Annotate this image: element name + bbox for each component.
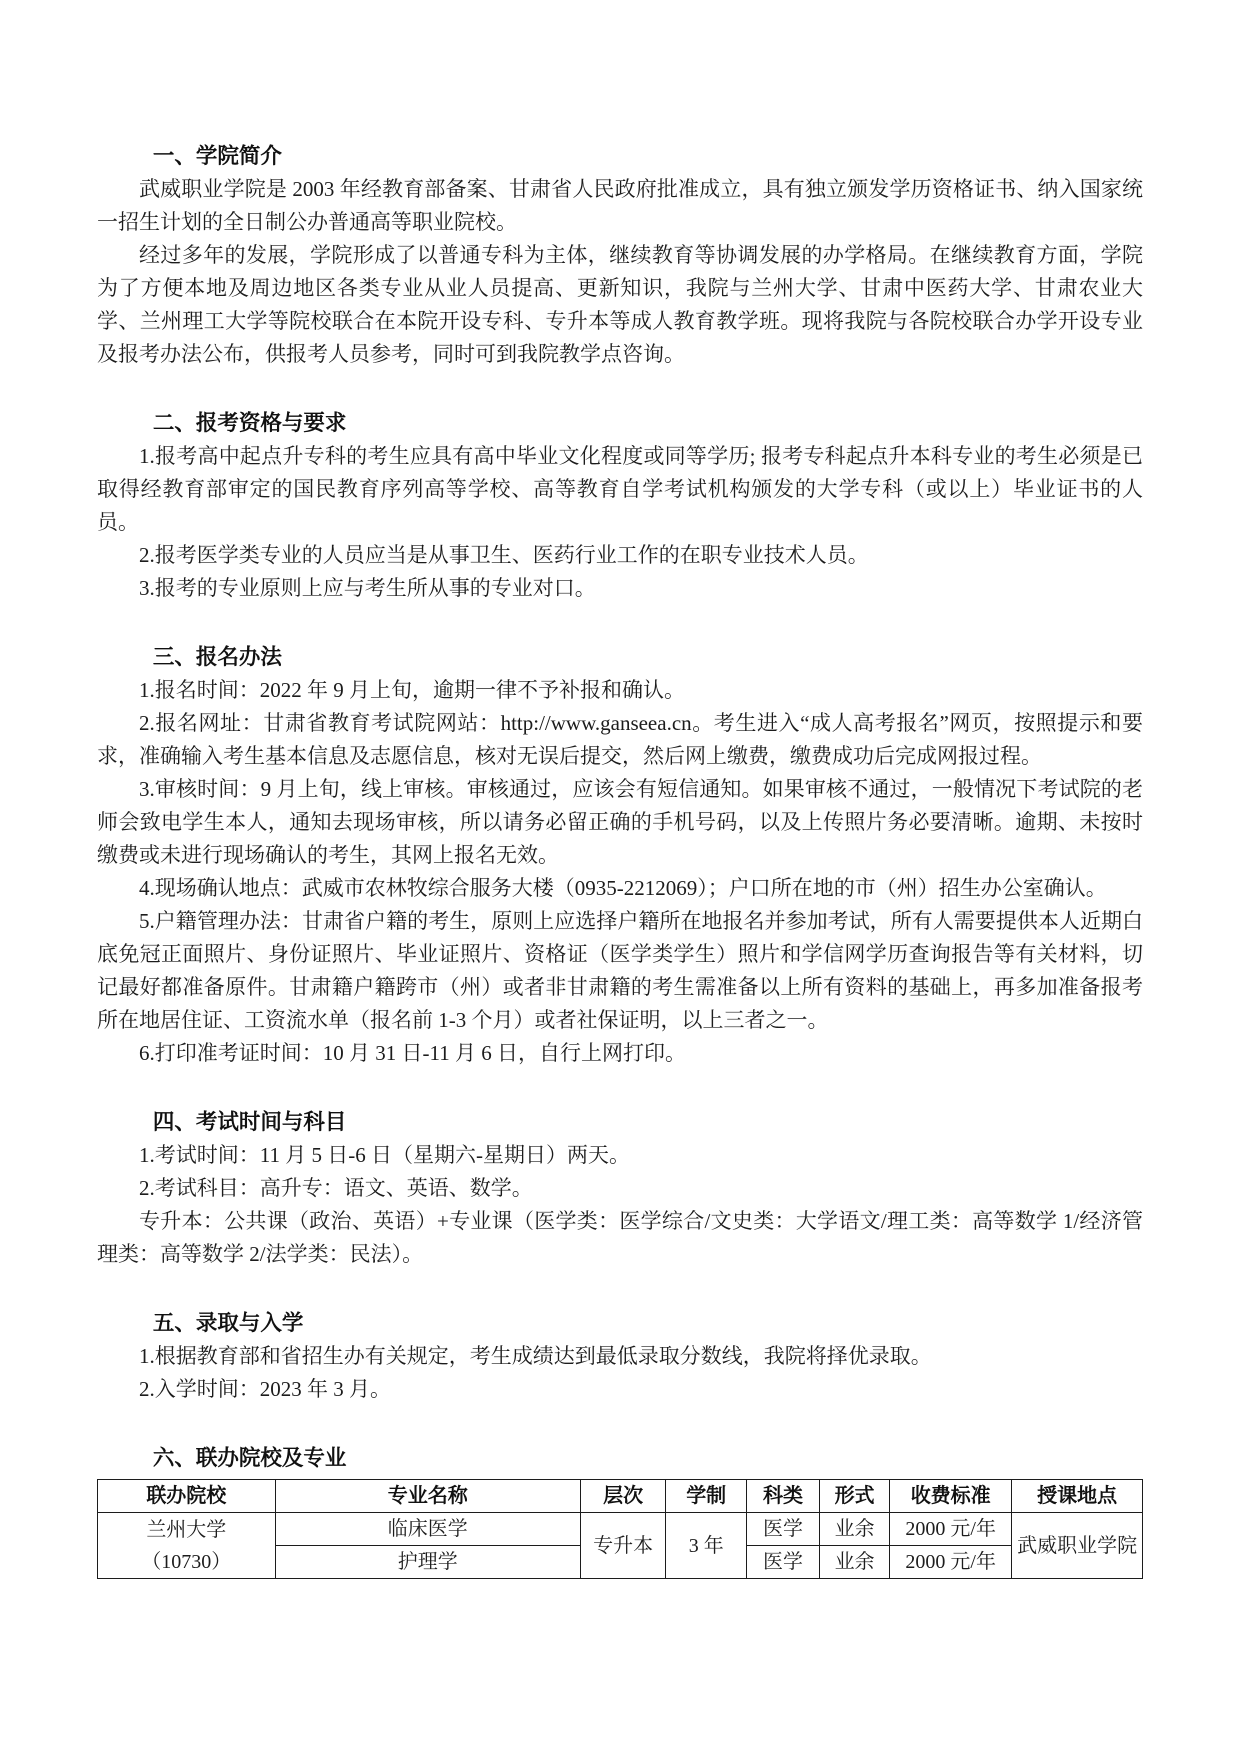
paragraph: 2.报名网址：甘肃省教育考试院网站：http://www.ganseea.cn。考生进入“成人高考报名”网页，按照提示和要求，准确输入考生基本信息及志愿信息，核对无误后提交，然后网上缴费，缴费成功后完成网报过程。 (97, 711, 1143, 768)
cell-form: 业余 (820, 1546, 890, 1579)
header-cell-level: 层次 (580, 1480, 666, 1513)
cell-duration: 3 年 (666, 1513, 746, 1579)
paragraph: 武威职业学院是 2003 年经教育部备案、甘肃省人民政府批准成立，具有独立颁发学历资格证书、纳入国家统一招生计划的全日制公办普通高等职业院校。 (97, 177, 1143, 234)
cell-fee: 2000 元/年 (890, 1513, 1012, 1546)
cell-location: 武威职业学院 (1012, 1513, 1143, 1579)
section-qualifications (97, 407, 1143, 605)
paragraph: 1.报名时间：2022 年 9 月上旬，逾期一律不予补报和确认。 (139, 678, 685, 702)
cell-fee: 2000 元/年 (890, 1546, 1012, 1579)
header-cell-college: 联办院校 (98, 1480, 276, 1513)
table-row (98, 1513, 1143, 1546)
paragraph: 3.报考的专业原则上应与考生所从事的专业对口。 (139, 576, 596, 600)
paragraph: 1.考试时间：11 月 5 日-6 日（星期六-星期日）两天。 (139, 1143, 630, 1167)
cell-level: 专升本 (580, 1513, 666, 1579)
section-registration (97, 641, 1143, 1070)
programs-table (97, 1479, 1143, 1579)
paragraph: 3.审核时间：9 月上旬，线上审核。审核通过，应该会有短信通知。如果审核不通过，一般情况下考试院的老师会致电学生本人，通知去现场审核，所以请务必留正确的手机号码，以及上传照片务必要清晰。逾期、未按时缴费或未进行现场确认的考生，其网上报名无效。 (97, 777, 1143, 867)
college-name: 兰州大学 (146, 1518, 227, 1541)
cell-category: 医学 (746, 1513, 819, 1546)
section-heading: 六、联办院校及专业 (152, 1446, 347, 1470)
section-exam-time-subjects (97, 1106, 1143, 1271)
section-heading: 二、报考资格与要求 (152, 411, 347, 435)
cell-college (98, 1513, 276, 1579)
paragraph: 5.户籍管理办法：甘肃省户籍的考生，原则上应选择户籍所在地报名并参加考试，所有人需要提供本人近期白底免冠正面照片、身份证照片、毕业证照片、资格证（医学类学生）照片和学信网学历查询报告等有关材料，切记最好都准备原件。甘肃籍户籍跨市（州）或者非甘肃籍的考生需准备以上所有资料的基础上，再多加准备报考所在地居住证、工资流水单（报名前 1-3 个月）或者社保证明，以上三者之一。 (97, 909, 1143, 1032)
header-cell-location: 授课地点 (1012, 1480, 1143, 1513)
header-cell-category: 科类 (746, 1480, 819, 1513)
paragraph: 专升本：公共课（政治、英语）+专业课（医学类：医学综合/文史类：大学语文/理工类：高等数学 1/经济管理类：高等数学 2/法学类：民法）。 (97, 1209, 1143, 1266)
paragraph: 经过多年的发展，学院形成了以普通专科为主体，继续教育等协调发展的办学格局。在继续教育方面，学院为了方便本地及周边地区各类专业从业人员提高、更新知识，我院与兰州大学、甘肃中医药大学、甘肃农业大学、兰州理工大学等院校联合在本院开设专科、专升本等成人教育教学班。现将我院与各院校联合办学开设专业及报考办法公布，供报考人员参考，同时可到我院教学点咨询。 (97, 243, 1143, 366)
paragraph: 2.入学时间：2023 年 3 月。 (139, 1377, 391, 1401)
header-cell-major: 专业名称 (275, 1480, 580, 1513)
cell-major: 护理学 (275, 1546, 580, 1579)
section-heading: 一、学院简介 (152, 144, 282, 168)
cell-major: 临床医学 (275, 1513, 580, 1546)
header-cell-fee: 收费标准 (890, 1480, 1012, 1513)
header-cell-form: 形式 (820, 1480, 890, 1513)
table-header-row (98, 1480, 1143, 1513)
cell-form: 业余 (820, 1513, 890, 1546)
paragraph: 6.打印准考证时间：10 月 31 日-11 月 6 日，自行上网打印。 (139, 1041, 686, 1065)
section-heading: 三、报名办法 (152, 645, 282, 669)
section-heading: 四、考试时间与科目 (152, 1110, 347, 1134)
paragraph: 1.报考高中起点升专科的考生应具有高中毕业文化程度或同等学历; 报考专科起点升本科专业的考生必须是已取得经教育部审定的国民教育序列高等学校、高等教育自学考试机构颁发的大学专科（或以上）毕业证书的人员。 (97, 444, 1143, 534)
section-joint-programs (97, 1442, 1143, 1579)
section-admission (97, 1307, 1143, 1406)
college-code: （10730） (141, 1550, 232, 1573)
cell-category: 医学 (746, 1546, 819, 1579)
paragraph: 2.报考医学类专业的人员应当是从事卫生、医药行业工作的在职专业技术人员。 (139, 543, 869, 567)
header-cell-duration: 学制 (666, 1480, 746, 1513)
paragraph: 4.现场确认地点：武威市农林牧综合服务大楼（0935-2212069）；户口所在地的市（州）招生办公室确认。 (139, 876, 1107, 900)
section-heading: 五、录取与入学 (152, 1311, 304, 1335)
section-college-intro (97, 140, 1143, 371)
paragraph: 1.根据教育部和省招生办有关规定，考生成绩达到最低录取分数线，我院将择优录取。 (139, 1344, 932, 1368)
paragraph: 2.考试科目：高升专：语文、英语、数学。 (139, 1176, 533, 1200)
